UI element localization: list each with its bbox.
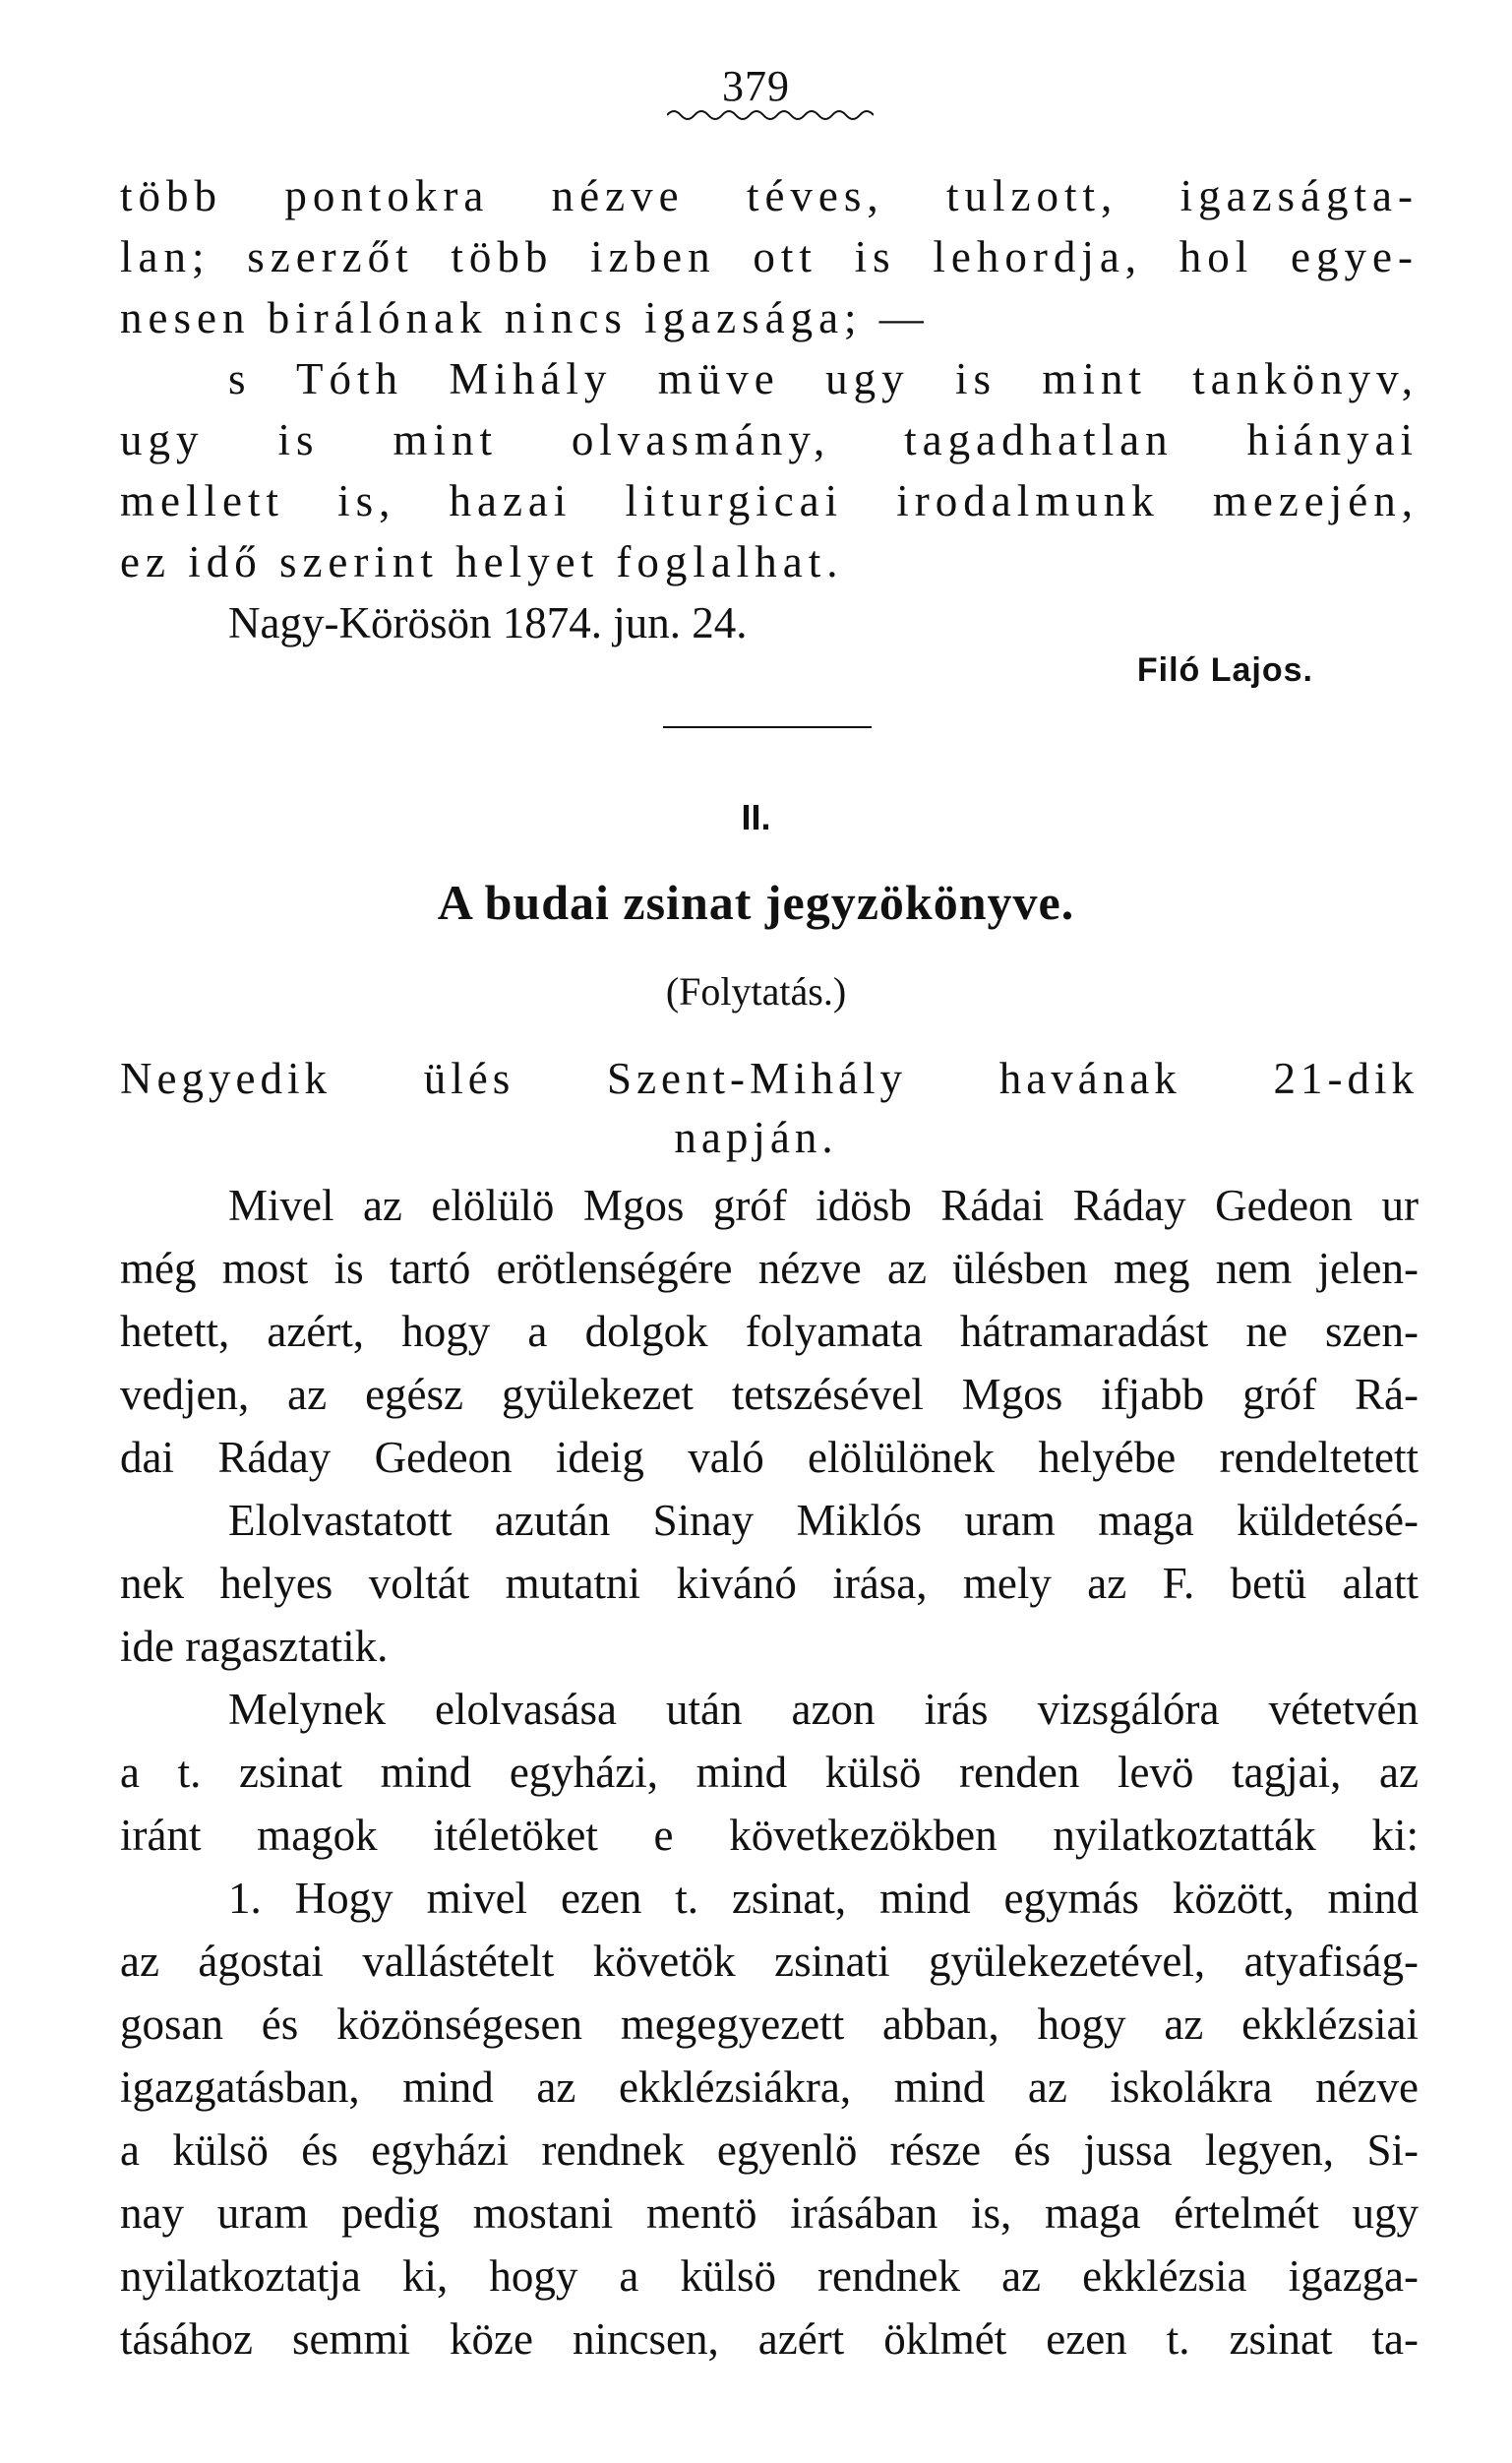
text-line: több pontokra nézve téves, tulzott, igazságta- bbox=[120, 171, 1419, 220]
section-subtitle: (Folytatás.) bbox=[665, 969, 847, 1014]
text-line: ide ragasztatik. bbox=[120, 1622, 389, 1671]
text-line: lan; szerzőt több izben ott is lehordja, hol egye- bbox=[120, 232, 1419, 281]
text-line: még most is tartó erötlenségére nézve az ülésben meg nem jelen- bbox=[120, 1244, 1419, 1293]
text-line: 1. Hogy mivel ezen t. zsinat, mind egymás között, mind bbox=[228, 1874, 1419, 1923]
body-text bbox=[120, 1179, 1419, 2389]
text-line: igazgatásban, mind az ekklézsiákra, mind az iskolákra nézve bbox=[120, 2063, 1419, 2112]
session-heading-continued: napján. bbox=[674, 1113, 838, 1162]
wavy-rule-ornament bbox=[667, 106, 874, 124]
section-divider bbox=[663, 726, 872, 728]
section-number: II. bbox=[741, 797, 771, 837]
text-line: mellett is, hazai liturgicai irodalmunk mezején, bbox=[120, 476, 1419, 525]
top-paragraph bbox=[120, 169, 1419, 671]
text-line: iránt magok itéletöket e következökben nyilatkoztatták ki: bbox=[120, 1811, 1419, 1860]
text-line: Melynek elolvasása után azon irás vizsgálóra vétetvén bbox=[228, 1685, 1419, 1734]
text-line: vedjen, az egész gyülekezet tetszésével Mgos ifjabb gróf Rá- bbox=[120, 1370, 1419, 1419]
text-line: nesen birálónak nincs igazsága; — bbox=[120, 293, 930, 342]
text-line: a külsö és egyházi rendnek egyenlö része és jussa legyen, Si- bbox=[120, 2125, 1419, 2175]
place-date-line: Nagy-Körösön 1874. jun. 24. bbox=[228, 598, 748, 647]
text-line: s Tóth Mihály müve ugy is mint tankönyv, bbox=[228, 354, 1419, 403]
text-line: ez idő szerint helyet foglalhat. bbox=[120, 537, 844, 586]
text-line: nay uram pedig mostani mentö irásában is, maga értelmét ugy bbox=[120, 2188, 1419, 2238]
section-title: A budai zsinat jegyzökönyve. bbox=[437, 875, 1075, 930]
text-line: nek helyes voltát mutatni kivánó irása, mely az F. betü alatt bbox=[120, 1559, 1419, 1608]
page-number: 379 bbox=[722, 62, 790, 110]
text-line: ugy is mint olvasmány, tagadhatlan hiányai bbox=[120, 415, 1419, 464]
signature: Filó Lajos. bbox=[1136, 651, 1313, 689]
text-line: gosan és közönségesen megegyezett abban, hogy az ekklézsiai bbox=[120, 2000, 1419, 2049]
text-line: Elolvastatott azután Sinay Miklós uram maga küldetésé- bbox=[228, 1496, 1419, 1545]
text-line: a t. zsinat mind egyházi, mind külsö renden levö tagjai, az bbox=[120, 1748, 1419, 1797]
text-line: hetett, azért, hogy a dolgok folyamata hátramaradást ne szen- bbox=[120, 1307, 1419, 1356]
text-line: nyilatkoztatja ki, hogy a külsö rendnek az ekklézsia igazga- bbox=[120, 2251, 1419, 2301]
text-line: Mivel az elölülö Mgos gróf idösb Rádai Ráday Gedeon ur bbox=[228, 1181, 1419, 1230]
text-line: dai Ráday Gedeon ideig való elölülönek helyébe rendeltetett bbox=[120, 1433, 1419, 1482]
text-line: az ágostai vallástételt követök zsinati gyülekezetével, atyafiság- bbox=[120, 1937, 1419, 1986]
session-heading: Negyedik ülés Szent-Mihály havának 21-dik bbox=[120, 1054, 1419, 1103]
text-line: tásához semmi köze nincsen, azért öklmét ezen t. zsinat ta- bbox=[120, 2314, 1419, 2364]
